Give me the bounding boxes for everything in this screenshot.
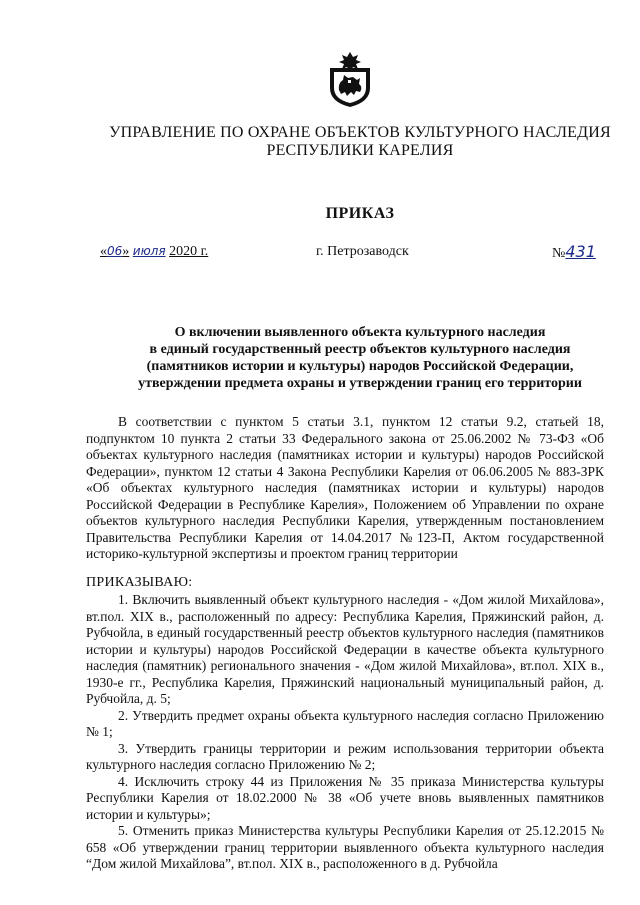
date-month: июля [132,244,166,258]
city: г. Петрозаводск [316,244,409,259]
order-item: 5. Отменить приказ Министерства культуры Республики Карелия от 25.12.2015 № 658 «Об утверждении границ территории выявленного объекта культурного наследия “Дом жилой Михайлова”, вт.пол. XIX в., расположенного в д. Рубчойла [86,823,604,871]
order-subject [80,324,640,392]
orders-word: ПРИКАЗЫВАЮ: [86,575,193,590]
karelia-coat-of-arms-icon [327,50,373,108]
order-number [552,242,596,262]
order-item: 1. Включить выявленный объект культурного наследия - «Дом жилой Михайлова», вт.пол. XIX в., расположенный по адресу: Республика Карелия, Пряжинский район, д. Рубчойла, в единый государственный реестр объектов культурного наследия (памятников истории и культуры) народов Российской Федерации в качестве объекта культурного наследия (памятник) регионального значения - «Дом жилой Михайлова», вт.пол. XIX в., 1930-е гг., Республика Карелия, Пряжинский национальный муниципальный район, д. Рубчойла, д. 5; [86,592,604,706]
subject-line: в единый государственный реестр объектов культурного наследия [149,342,571,357]
order-item: 4. Исключить строку 44 из Приложения № 35 приказа Министерства культуры Республики Карелия от 18.02.2000 № 38 «Об учете вновь выявленных памятников истории и культуры»; [86,773,604,822]
order-title: ПРИКАЗ [325,205,395,222]
order-item: 2. Утвердить предмет охраны объекта культурного наследия согласно Приложению № 1; [86,707,604,739]
order-item: 3. Утвердить границы территории и режим использования территории объекта культурного наследия согласно Приложению № 2; [86,740,604,772]
subject-line: утверждении предмета охраны и утверждении границ его территории [138,376,582,391]
date-year: 2020 г. [169,244,209,259]
number-sign: № [552,246,566,261]
order-date [100,244,208,260]
number-value: 431 [565,242,596,261]
agency-name-line1: УПРАВЛЕНИЕ ПО ОХРАНЕ ОБЪЕКТОВ КУЛЬТУРНОГО НАСЛЕДИЯ [109,124,611,141]
date-close-quote: » [122,244,130,259]
date-day: 06 [107,244,123,258]
preamble-paragraph [86,414,604,563]
agency-name-line2: РЕСПУБЛИКИ КАРЕЛИЯ [266,142,454,159]
subject-line: О включении выявленного объекта культурного наследия [174,325,546,340]
subject-line: (памятников истории и культуры) народов Российской Федерации, [146,359,574,374]
date-open-quote: « [100,244,107,259]
preamble-text: В соответствии с пунктом 5 статьи 3.1, пунктом 12 статьи 9.2, статьей 18, подпунктом 10 пункта 2 статьи 33 Федерального закона от 25.06.2002 № 73-ФЗ «Об объектах культурного наследия (памятниках истории и культуры) народов Российской Федерации», пунктом 12 статьи 4 Закона Республики Карелия от 06.06.2005 № 883-ЗРК «Об объектах культурного наследия (памятниках истории и культуры) народов Российской Федерации в Республике Карелия», Положением об Управлении по охране объектов культурного наследия Республики Карелия, утвержденным постановлением Правительства Республики Карелия от 14.04.2017 №123-П, Актом государственной историко-культурной экспертизы и проектом границ территории [86,414,604,561]
order-items [86,592,604,873]
